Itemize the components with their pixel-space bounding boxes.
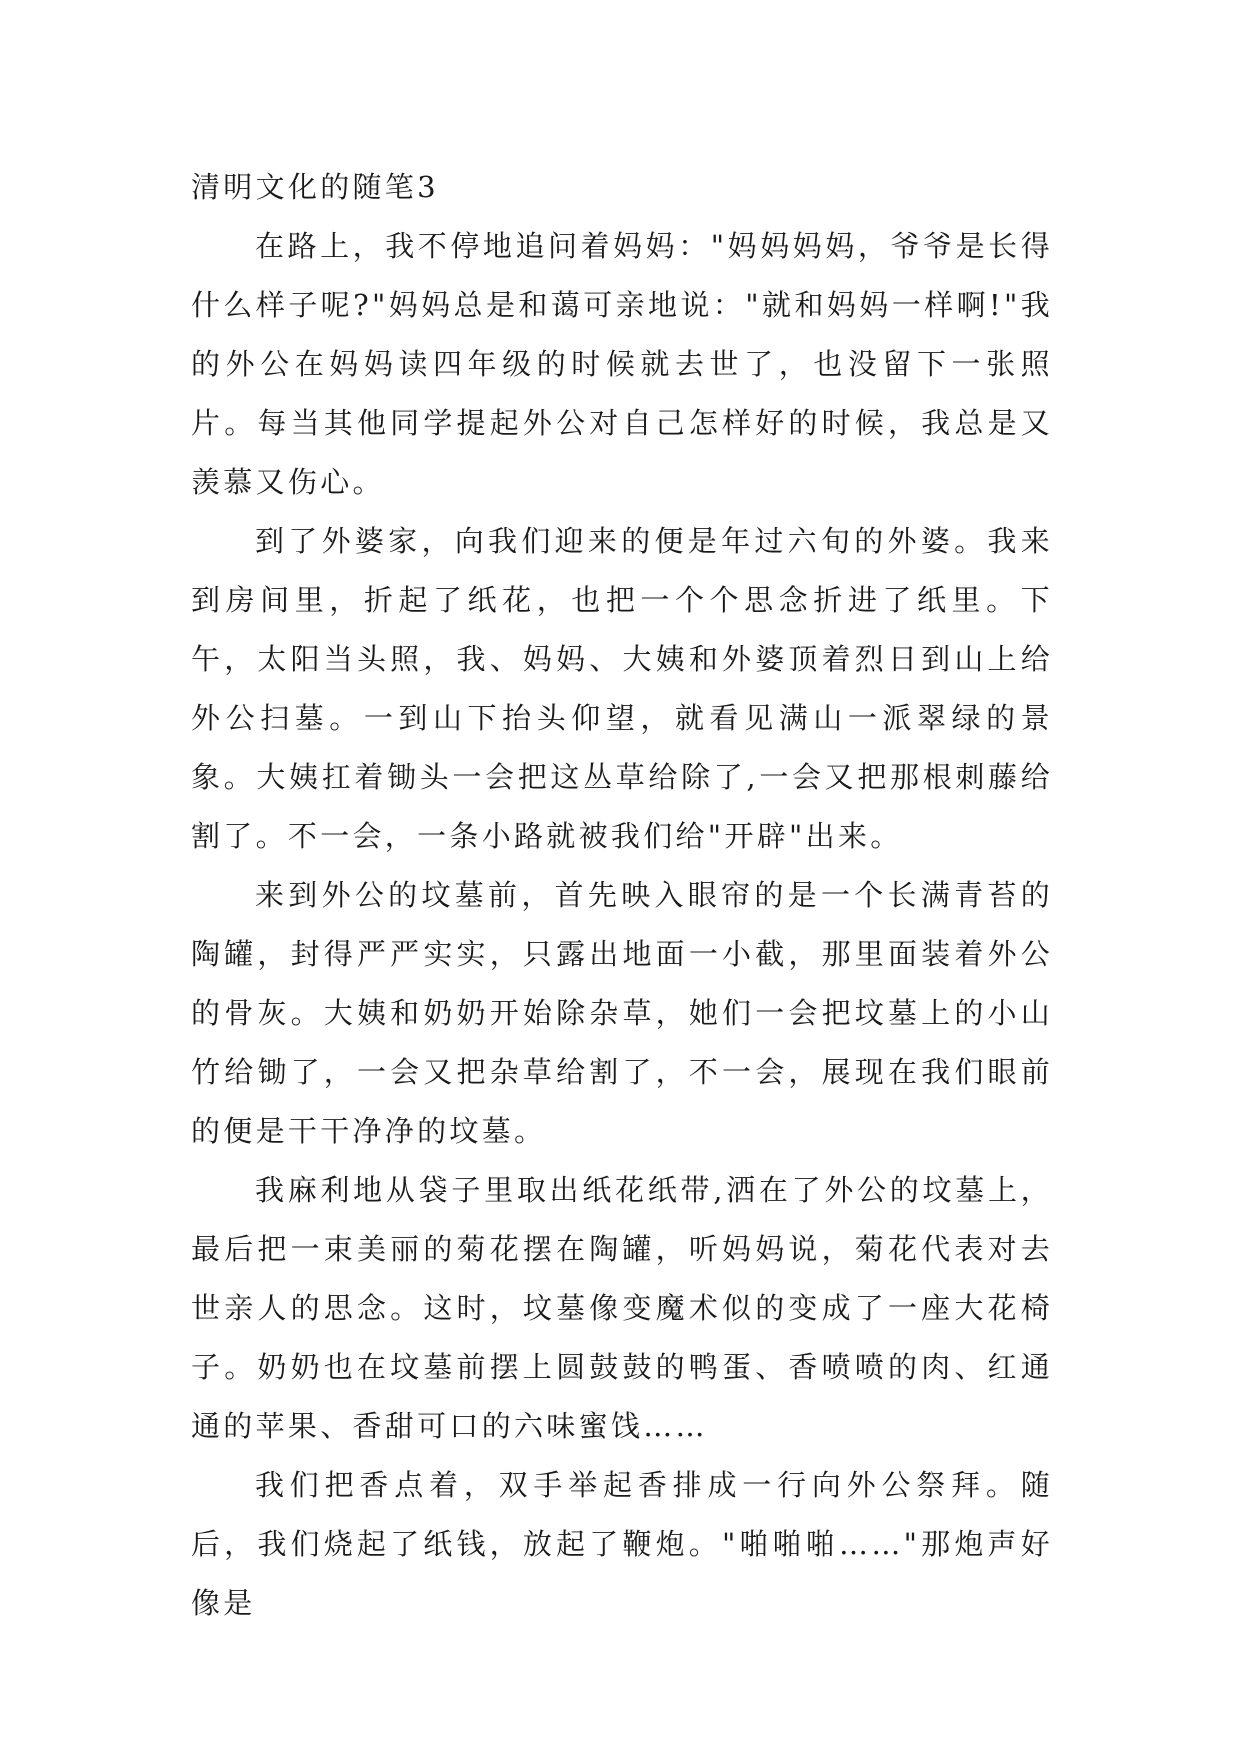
paragraph: 我们把香点着，双手举起香排成一行向外公祭拜。随后，我们烧起了纸钱，放起了鞭炮。"啪啪啪……"那炮声好像是	[191, 1468, 1053, 1620]
paragraph: 到了外婆家，向我们迎来的便是年过六旬的外婆。我来到房间里，折起了纸花，也把一个个思念折进了纸里。下午，太阳当头照，我、妈妈、大姨和外婆顶着烈日到山上给外公扫墓。一到山下抬头仰望，就看见满山一派翠绿的景象。大姨扛着锄头一会把这丛草给除了,一会又把那根刺藤给割了。不一会，一条小路就被我们给"开辟"出来。	[191, 524, 1053, 853]
paragraph: 我麻利地从袋子里取出纸花纸带,洒在了外公的坟墓上，最后把一束美丽的菊花摆在陶罐，听妈妈说，菊花代表对去世亲人的思念。这时，坟墓像变魔术似的变成了一座大花椅子。奶奶也在坟墓前摆上圆鼓鼓的鸭蛋、香喷喷的肉、红通通的苹果、香甜可口的六味蜜饯……	[191, 1173, 1053, 1443]
paragraph: 在路上，我不停地追问着妈妈："妈妈妈妈，爷爷是长得什么样子呢?"妈妈总是和蔼可亲地说："就和妈妈一样啊!"我的外公在妈妈读四年级的时候就去世了，也没留下一张照片。每当其他同学提起外公对自己怎样好的时候，我总是又羡慕又伤心。	[191, 229, 1053, 499]
document-body	[191, 158, 1053, 1633]
document-title: 清明文化的随笔3	[191, 170, 439, 204]
paragraph: 来到外公的坟墓前，首先映入眼帘的是一个长满青苔的陶罐，封得严严实实，只露出地面一小截，那里面装着外公的骨灰。大姨和奶奶开始除杂草，她们一会把坟墓上的小山竹给锄了，一会又把杂草给割了，不一会，展现在我们眼前的便是干干净净的坟墓。	[191, 878, 1053, 1148]
